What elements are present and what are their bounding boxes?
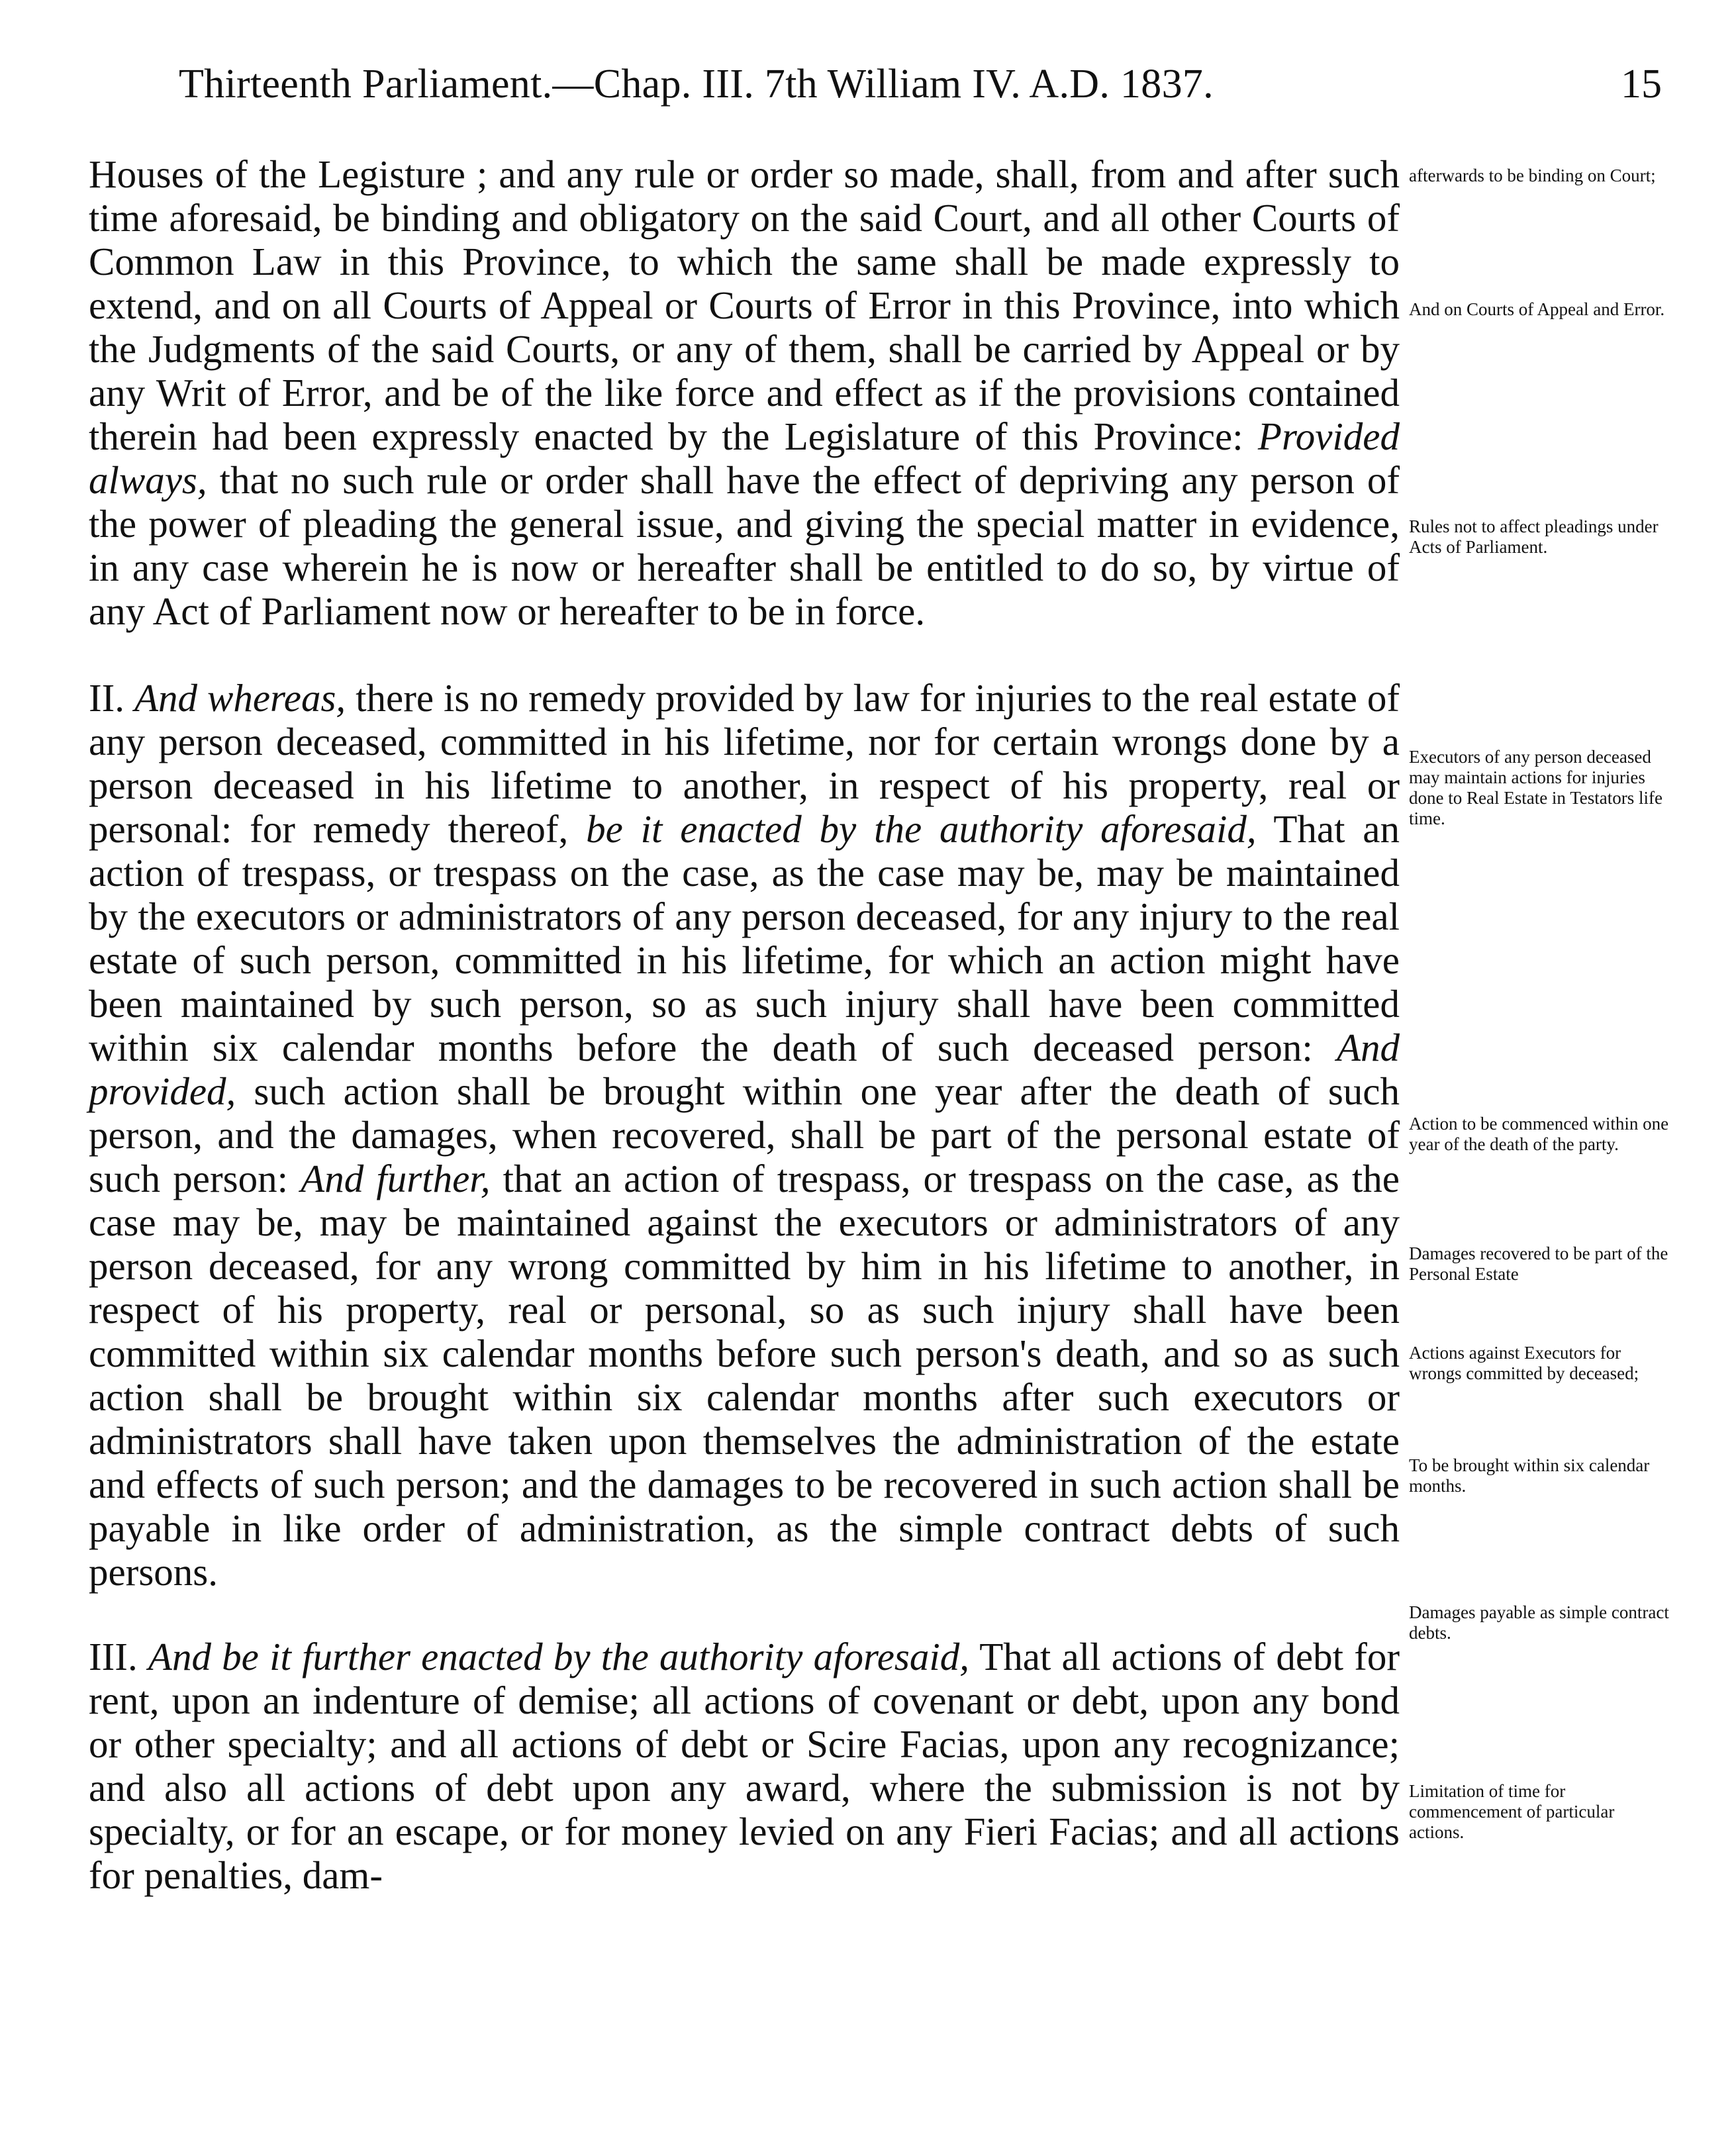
italic-run: And be it further enacted by the authority aforesaid, <box>148 1635 970 1678</box>
text-run: there is no remedy provided by law for injuries to the real estate of any person deceased, committed in his lifetime, nor for certain wrongs done by a person deceased in his lifetime to another, in respect of his property, real or personal: for remedy thereof, <box>89 676 1400 851</box>
margin-note: Damages recovered to be part of the Personal Estate <box>1409 1243 1668 1284</box>
text-run: That all actions of debt for rent, upon an indenture of demise; all actions of covenant or debt, upon any bond or other specialty; and all actions of debt or Scire Facias, upon any recognizance; and also all actions of debt upon any award, where the submission is not by specialty, or for an escape, or for money levied on any Fieri Facias; and all actions for penalties, dam- <box>89 1635 1400 1897</box>
text-run: III. <box>89 1635 148 1678</box>
margin-note: And on Courts of Appeal and Error. <box>1409 299 1665 319</box>
main-text-column <box>89 152 1400 1897</box>
paragraph-continuation <box>89 152 1400 633</box>
italic-run: Provided always, <box>89 414 1400 502</box>
text-run: That an action of trespass, or trespass on the case, as the case may be, may be maintained by the executors or administrators of any person deceased, for any injury to the real estate of such person, committed in his lifetime, for which an action might have been maintained by such person, so as such injury shall have been committed within six calendar months before the death of such deceased person: <box>89 807 1400 1069</box>
text-run: II. <box>89 676 134 720</box>
italic-run: And provided, <box>89 1026 1400 1113</box>
italic-run: And further, <box>301 1157 491 1200</box>
page-header <box>179 61 1662 114</box>
margin-note: Actions against Executors for wrongs committed by deceased; <box>1409 1343 1639 1383</box>
text-run: that an action of trespass, or trespass on the case, as the case may be, may be maintained against the executors or administrators of any person deceased, for any wrong committed by him in his lifetime to another, in respect of his property, real or personal, so as such injury shall have been committed within six calendar months before such person's death, and so as such action shall be brought within six calendar months after such executors or administrators shall have taken upon themselves the administration of the estate and effects of such person; and the damages to be recovered in such action shall be payable in like order of administration, as the simple contract debts of such persons. <box>89 1157 1400 1594</box>
margin-note: Rules not to affect pleadings under Acts of Parliament. <box>1409 516 1659 557</box>
italic-run: be it enacted by the authority aforesaid, <box>586 807 1257 851</box>
page-body <box>89 152 1400 1897</box>
margin-note: To be brought within six calendar months. <box>1409 1455 1650 1496</box>
margin-note: Action to be commenced within one year of the death of the party. <box>1409 1114 1669 1154</box>
page-number: 15 <box>1621 62 1662 107</box>
margin-note: afterwards to be binding on Court; <box>1409 166 1656 185</box>
italic-run: And whereas, <box>134 676 346 720</box>
text-run: that no such rule or order shall have the effect of depriving any person of the power of pleading the general issue, and giving the special matter in evidence, in any case wherein he is now or hereafter shall be entitled to do so, by virtue of any Act of Parliament now or hereafter to be in force. <box>89 458 1400 633</box>
margin-note: Executors of any person deceased may maintain actions for injuries done to Real Estate in Testators life time. <box>1409 747 1663 828</box>
margin-note: Limitation of time for commencement of particular actions. <box>1409 1781 1615 1842</box>
section-iii <box>89 1635 1400 1897</box>
section-ii <box>89 676 1400 1594</box>
text-run: such action shall be brought within one year after the death of such person, and the damages, when recovered, shall be part of the personal estate of such person: <box>89 1069 1400 1200</box>
margin-note: Damages payable as simple contract debts. <box>1409 1602 1669 1643</box>
text-run: Houses of the Legisture ; and any rule or order so made, shall, from and after such time aforesaid, be binding and obligatory on the said Court, and all other Courts of Common Law in this Province, to which the same shall be made expressly to extend, and on all Courts of Appeal or Courts of Error in this Province, into which the Judgments of the said Courts, or any of them, shall be carried by Appeal or by any Writ of Error, and be of the like force and effect as if the provisions contained therein had been expressly enacted by the Legislature of this Province: <box>89 152 1400 458</box>
running-head: Thirteenth Parliament.—Chap. III. 7th William IV. A.D. 1837. <box>179 62 1214 107</box>
